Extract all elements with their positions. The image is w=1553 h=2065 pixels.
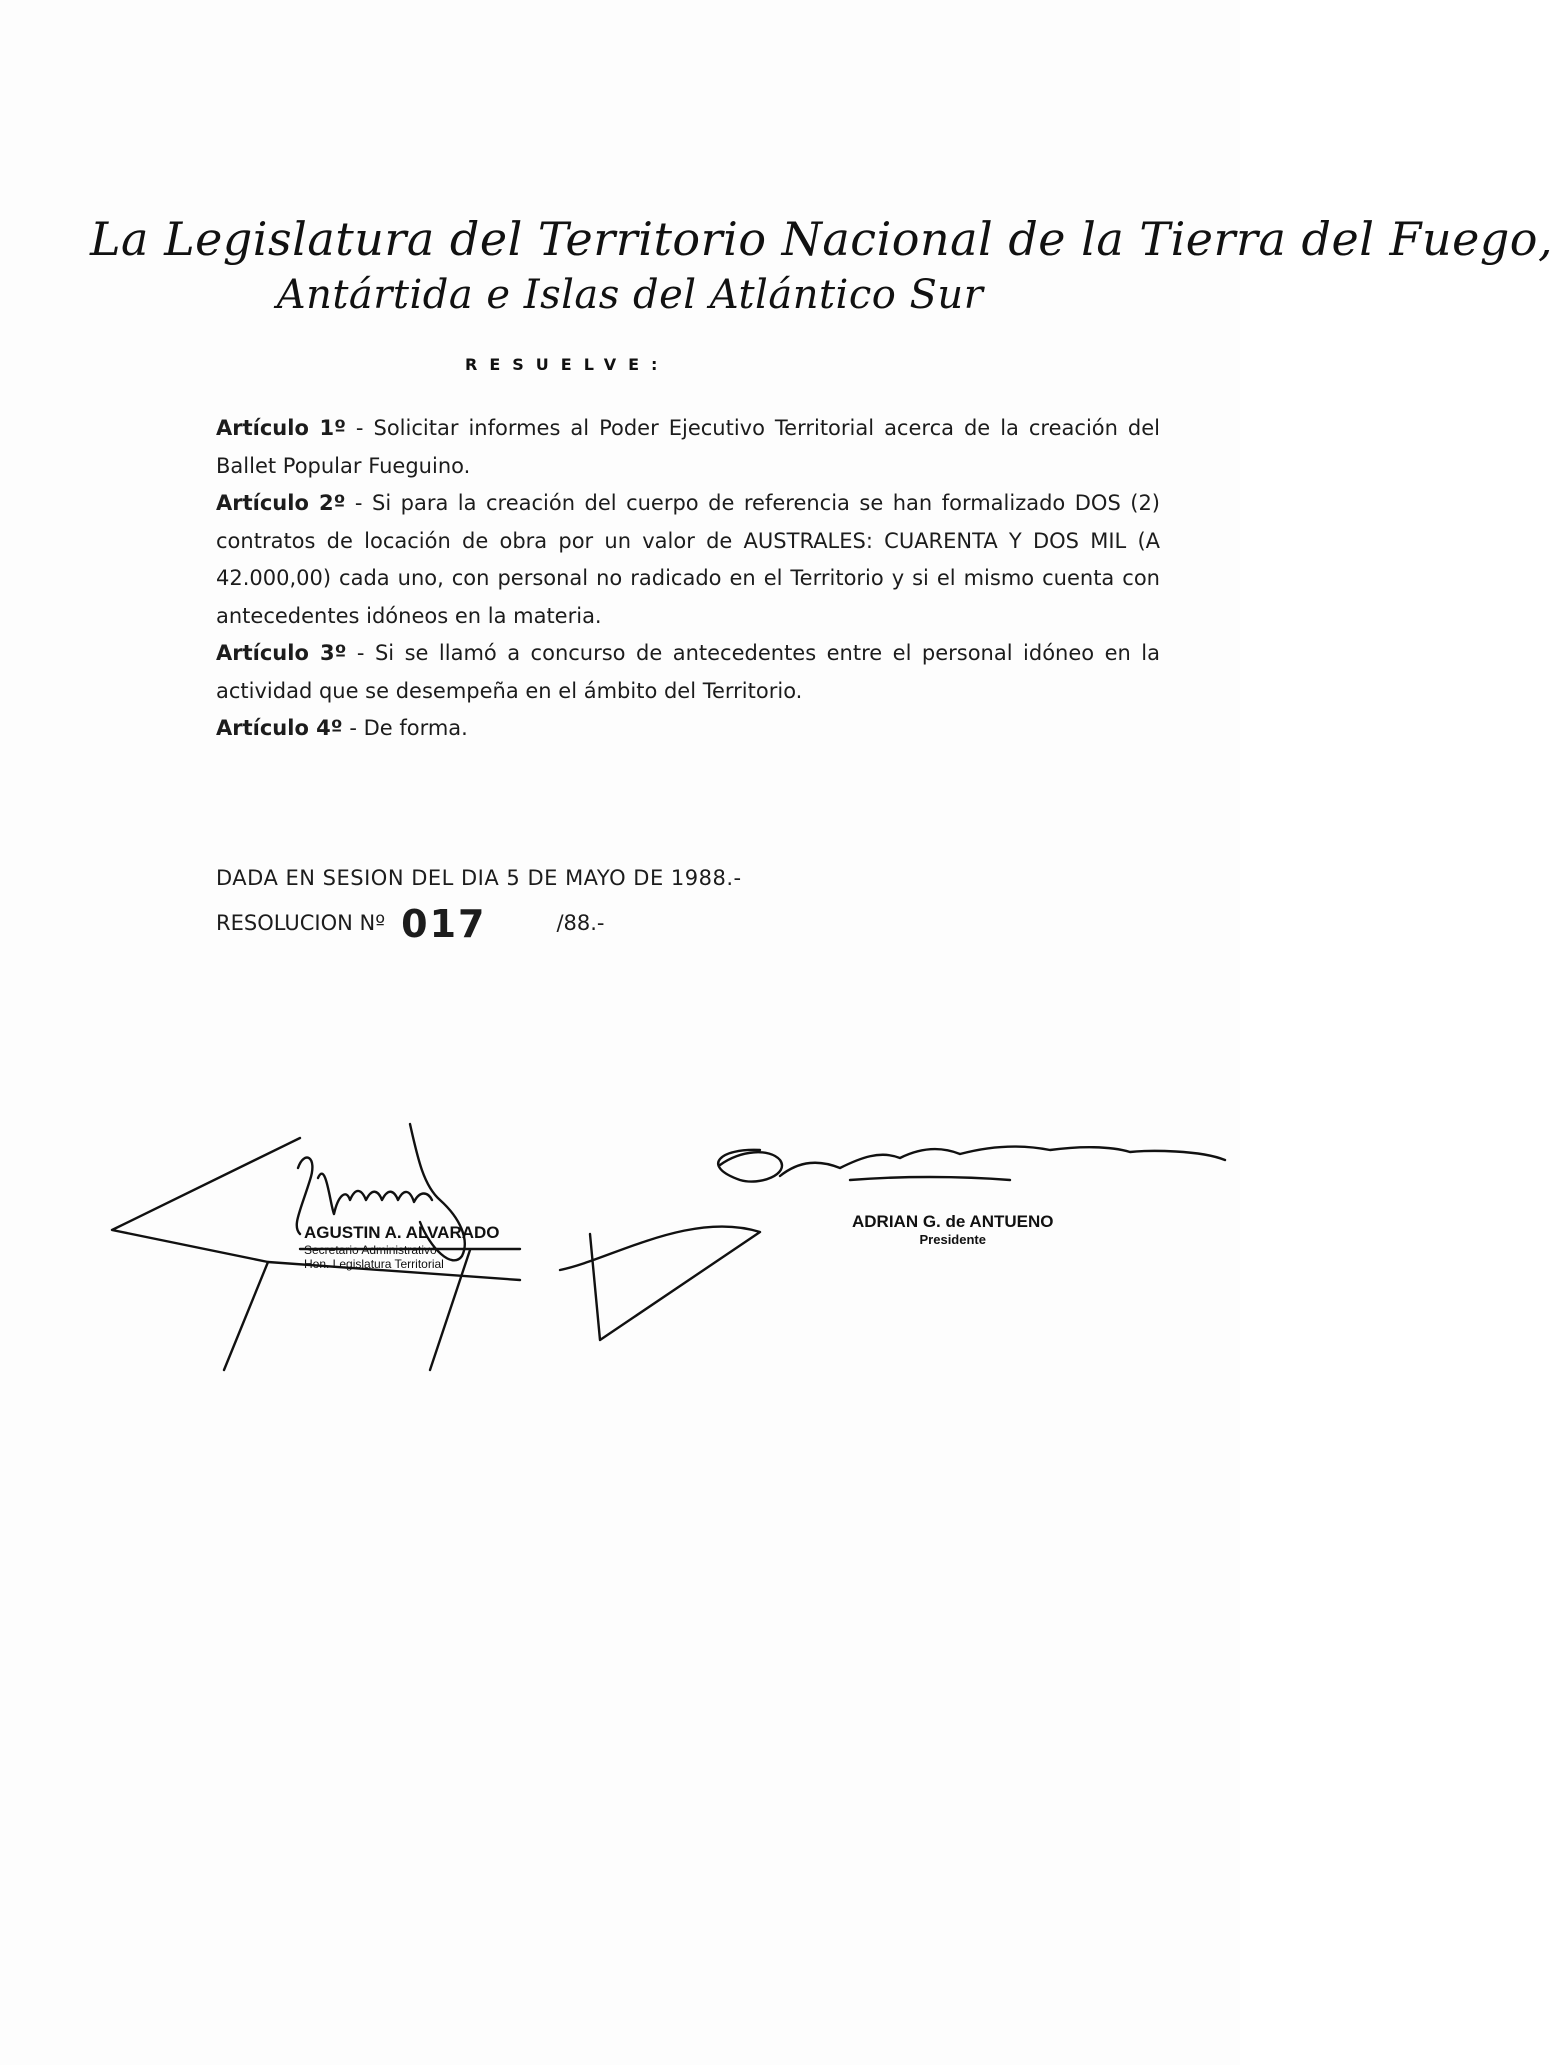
legislature-heading-line2: Antártida e Islas del Atlántico Sur [276,272,984,318]
resolution-label: RESOLUCION Nº [216,911,386,935]
signatory-left-name: AGUSTIN A. ALVARADO [304,1223,500,1242]
signatory-right-role: Presidente [919,1232,986,1247]
signatory-left-role2: Hon. Legislatura Territorial [304,1257,444,1271]
resolution-number: 017 [401,902,487,946]
resuelve-heading: RESUELVE: [465,355,670,374]
article-3-label: Artículo 3º [216,641,347,665]
resolution-line [216,902,605,946]
signature-right-stroke-underline [850,1177,1010,1180]
signatory-left-role1: Secretario Administrativo [304,1243,437,1257]
article-2-text: - Si para la creación del cuerpo de referencia se han formalizado DOS (2) contratos de locación de obra por un valor de AUSTRALES: CUARENTA Y DOS MIL (A 42.000,00) cada uno, con personal no radicado en el Territorio y si el mismo cuenta con antecedentes idóneos en la materia. [216,491,1161,628]
article-4 [216,710,1160,748]
signatory-right [852,1212,1054,1247]
resolution-year: /88.- [556,911,605,935]
article-4-text: - De forma. [342,716,468,740]
article-2 [216,485,1160,635]
legislature-heading-line1: La Legislatura del Territorio Nacional de la Tierra del Fuego, [90,212,1553,266]
signature-right-stroke-curve [718,1147,1225,1182]
articles-body [216,410,1160,748]
article-1-text: - Solicitar informes al Poder Ejecutivo Territorial acerca de la creación del Ballet Popular Fueguino. [216,416,1160,478]
signatory-right-name: ADRIAN G. de ANTUENO [852,1212,1054,1231]
article-1-label: Artículo 1º [216,416,346,440]
article-4-label: Artículo 4º [216,716,343,740]
article-3 [216,635,1160,710]
signatory-left [304,1223,500,1271]
article-2-label: Artículo 2º [216,491,346,515]
session-date: DADA EN SESION DEL DIA 5 DE MAYO DE 1988.- [216,866,742,890]
signature-right-stroke-hook [560,1226,760,1340]
article-1 [216,410,1160,485]
article-3-text: - Si se llamó a concurso de antecedentes entre el personal idóneo en la actividad que se desempeña en el ámbito del Territorio. [216,641,1160,703]
